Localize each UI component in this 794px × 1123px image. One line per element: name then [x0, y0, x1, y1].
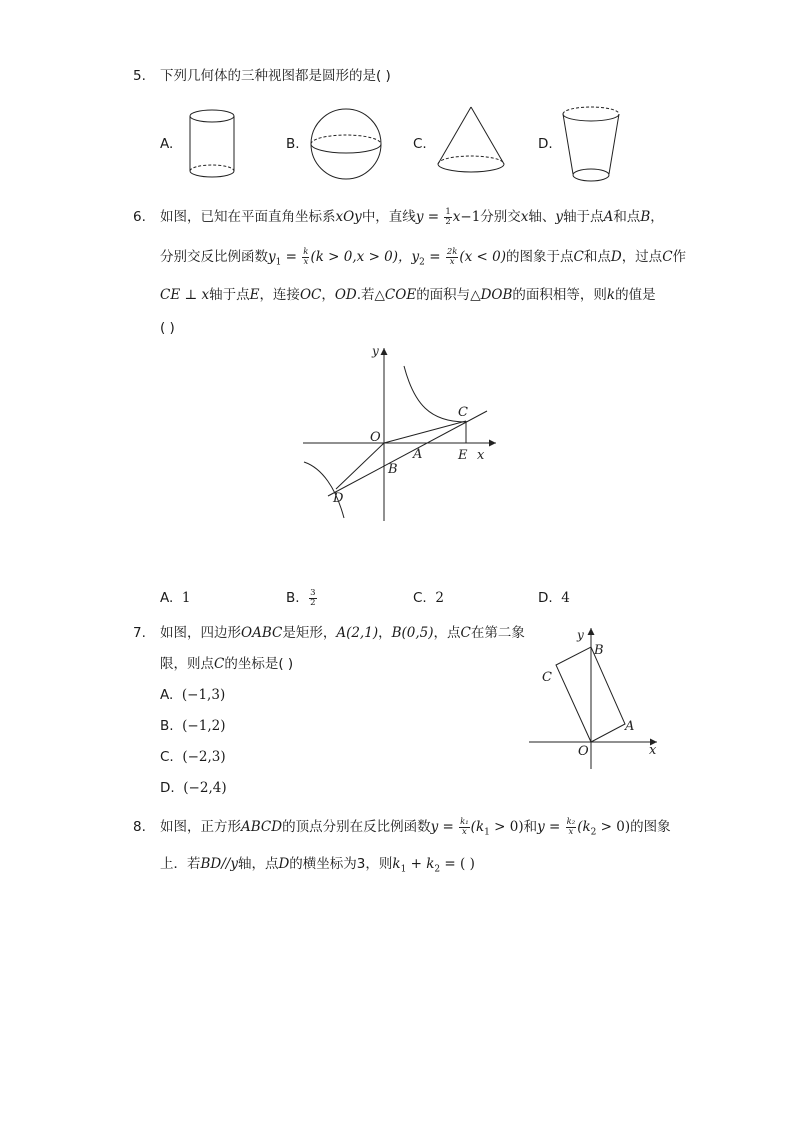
q6-option-d[interactable]: [538, 588, 570, 608]
q7-math: C: [214, 656, 225, 672]
fraction-denominator: 2: [310, 597, 316, 608]
q6-line-2: [160, 247, 686, 273]
q7-text: ，: [378, 625, 392, 641]
q6-line-3: [160, 285, 656, 305]
q8-math: y =: [537, 819, 561, 835]
q7-option-a-label: A.: [160, 687, 174, 703]
q6-option-a-value: 1: [181, 590, 191, 606]
q6-option-b-label: B.: [286, 590, 300, 606]
cone-figure: [434, 104, 508, 180]
q7-math: C: [460, 625, 471, 641]
q6-text: 作: [672, 249, 687, 265]
q7-line-1: [160, 623, 525, 643]
q8-math: k: [392, 856, 401, 872]
q6-math: △COE: [374, 287, 417, 303]
fraction-numerator: 1: [445, 206, 451, 217]
point-label-o: O: [370, 430, 381, 445]
q6-math: △DOB: [470, 287, 513, 303]
q6-math: =: [424, 249, 441, 265]
fraction-denominator: x: [303, 256, 309, 267]
q7-option-d-value: (−2,4): [183, 780, 227, 796]
q6-math: y: [411, 249, 420, 265]
q7-text: 如图，四边形: [160, 625, 241, 641]
axis-label-x: x: [477, 448, 485, 463]
q7-number: 7.: [133, 625, 146, 641]
q8-math: + k: [406, 856, 435, 872]
q7-text: 是矩形，: [282, 625, 337, 641]
axis-label-x: x: [649, 743, 657, 758]
q6-text: 的面积与: [416, 287, 471, 303]
q8-subscript: 2: [590, 827, 597, 838]
fraction-k-over-x: [302, 248, 309, 267]
q5-option-d-label[interactable]: D.: [538, 136, 553, 152]
q6-option-d-value: 4: [561, 590, 570, 606]
q6-option-c-label: C.: [413, 590, 427, 606]
q6-text: ，: [650, 209, 664, 225]
q8-number: 8.: [133, 819, 146, 835]
q7-option-b-value: (−1,2): [182, 718, 226, 734]
q6-math: C: [662, 249, 673, 265]
q6-coordinate-figure: [300, 338, 500, 524]
q6-text: 的面积相等，则: [512, 287, 607, 303]
q7-math: A(2,1): [336, 625, 379, 641]
q7-text: 限，则点: [160, 656, 214, 672]
q5-stem: 下列几何体的三种视图都是圆形的是( ): [160, 68, 391, 84]
q6-text: 轴于点: [563, 209, 604, 225]
q6-option-c-value: 2: [435, 590, 444, 606]
q6-math: D: [610, 249, 622, 265]
q8-subscript: 1: [400, 864, 407, 875]
q8-subscript: 2: [434, 864, 441, 875]
q8-text: 的顶点分别在反比例函数: [282, 819, 431, 835]
q8-math: = ( ): [440, 856, 475, 872]
q6-text: 轴、: [528, 209, 556, 225]
q7-option-c[interactable]: [160, 747, 226, 767]
point-label-c: C: [542, 670, 552, 685]
q7-line-2: [160, 654, 293, 674]
q6-option-a[interactable]: [160, 588, 190, 608]
q8-text: 如图，正方形: [160, 819, 241, 835]
q6-math: C: [573, 249, 584, 265]
point-label-b: B: [388, 462, 398, 477]
q6-math: (x < 0): [459, 249, 507, 265]
point-label-o: O: [578, 744, 589, 759]
q6-math: E: [249, 287, 260, 303]
q8-text: 上．若: [160, 856, 201, 872]
q8-subscript: 1: [484, 827, 490, 838]
point-label-a: A: [413, 447, 423, 462]
fraction-numerator: k₁: [460, 816, 469, 827]
q5-number: 5.: [133, 68, 146, 84]
q7-text: ，点: [433, 625, 461, 641]
fraction-denominator: x: [461, 826, 467, 837]
q6-text: 如图，已知在平面直角坐标系: [160, 209, 336, 225]
q7-text: 的坐标是( ): [224, 656, 294, 672]
q6-math: B: [640, 209, 651, 225]
q8-math: D: [278, 856, 290, 872]
q6-text: 的图象于点: [506, 249, 574, 265]
q6-text: ，连接: [259, 287, 300, 303]
fraction-numerator: 2k: [446, 246, 458, 257]
point-label-c: C: [458, 405, 468, 420]
q8-math: (k: [577, 819, 591, 835]
q6-math: y: [268, 249, 276, 265]
q6-subscript: 1: [275, 257, 282, 268]
q6-text: 轴于点: [209, 287, 250, 303]
q8-math: > 0): [596, 819, 631, 835]
q6-option-c[interactable]: [413, 588, 444, 608]
q8-math: ABCD: [241, 819, 283, 835]
q7-math: B(0,5): [391, 625, 434, 641]
q6-math: y: [555, 209, 564, 225]
q6-option-a-label: A.: [160, 590, 174, 606]
q6-math: CE ⊥ x: [160, 287, 210, 303]
q6-number: 6.: [133, 209, 146, 225]
q6-math: A: [603, 209, 614, 225]
fraction-2k-over-x: [446, 248, 459, 267]
q7-option-a[interactable]: [160, 685, 225, 705]
q8-line-2: [160, 854, 475, 880]
fraction-k2-over-x: [566, 818, 577, 837]
q7-option-b[interactable]: [160, 716, 225, 736]
axis-label-y: y: [372, 344, 379, 358]
q8-math: (k: [470, 819, 485, 835]
point-label-b: B: [594, 643, 604, 658]
sphere-figure: [308, 106, 384, 182]
q6-subscript: 2: [419, 257, 425, 268]
q6-line-1: [160, 207, 664, 227]
q7-math: OABC: [241, 625, 283, 641]
q6-option-d-label: D.: [538, 590, 553, 606]
q6-math: y =: [415, 209, 440, 225]
q7-option-c-value: (−2,3): [182, 749, 226, 765]
point-label-a: A: [625, 719, 635, 734]
q6-text: .若: [356, 287, 375, 303]
fraction-denominator: 2: [445, 216, 451, 227]
q8-math: y =: [430, 819, 454, 835]
q8-text: 的图象: [630, 819, 671, 835]
q7-text: 在第二象: [470, 625, 525, 641]
q8-text: 的横坐标为3，则: [289, 856, 393, 872]
q6-text: 分别交反比例函数: [160, 249, 268, 265]
q6-math: xOy: [335, 209, 362, 225]
q6-math: k: [606, 287, 616, 303]
q8-text: 和: [523, 819, 538, 835]
cylinder-figure: [183, 106, 241, 182]
point-label-d: D: [333, 491, 344, 506]
q6-answer-bracket: ( ): [160, 320, 175, 336]
point-label-e: E: [458, 448, 468, 463]
q6-math: x: [520, 209, 529, 225]
fraction-denominator: x: [449, 256, 455, 267]
fraction-three-halves: [309, 589, 316, 608]
q8-line-1: [160, 817, 671, 843]
q6-text: 和点: [613, 209, 641, 225]
q6-text: 的值是: [615, 287, 656, 303]
fraction-numerator: k₂: [566, 816, 576, 827]
q6-text: 中，直线: [361, 209, 416, 225]
fraction-denominator: x: [568, 826, 574, 837]
fraction-numerator: 3: [310, 587, 316, 598]
q6-math: −1分别交: [460, 209, 521, 225]
q6-math: OD: [334, 287, 357, 303]
q7-option-c-label: C.: [160, 749, 174, 765]
cup-frustum-figure: [560, 102, 622, 184]
q6-math: OC: [299, 287, 322, 303]
q5-option-a-label[interactable]: A.: [160, 136, 174, 152]
q6-math: x: [452, 209, 461, 225]
q6-text: 和点: [583, 249, 611, 265]
q5-option-c-label[interactable]: C.: [413, 136, 427, 152]
q8-text: 轴，点: [237, 856, 279, 872]
q7-option-d-label: D.: [160, 780, 175, 796]
q7-option-b-label: B.: [160, 718, 174, 734]
q5-option-b-label[interactable]: B.: [286, 136, 300, 152]
q7-rectangle-figure: [527, 622, 663, 772]
fraction-half: [444, 208, 451, 227]
fraction-k1-over-x: [459, 818, 470, 837]
q6-text: ，过点: [621, 249, 663, 265]
q6-math: (k > 0,x > 0)，: [310, 249, 412, 265]
q8-math: > 0): [489, 819, 524, 835]
axis-label-y: y: [577, 628, 584, 642]
fraction-numerator: k: [303, 246, 309, 257]
q7-option-a-value: (−1,3): [181, 687, 226, 703]
q7-option-d[interactable]: [160, 778, 227, 798]
q8-math: BD//y: [200, 856, 238, 872]
q6-text: ，: [321, 287, 335, 303]
q6-math: =: [281, 249, 297, 265]
q6-option-b[interactable]: [286, 588, 318, 608]
